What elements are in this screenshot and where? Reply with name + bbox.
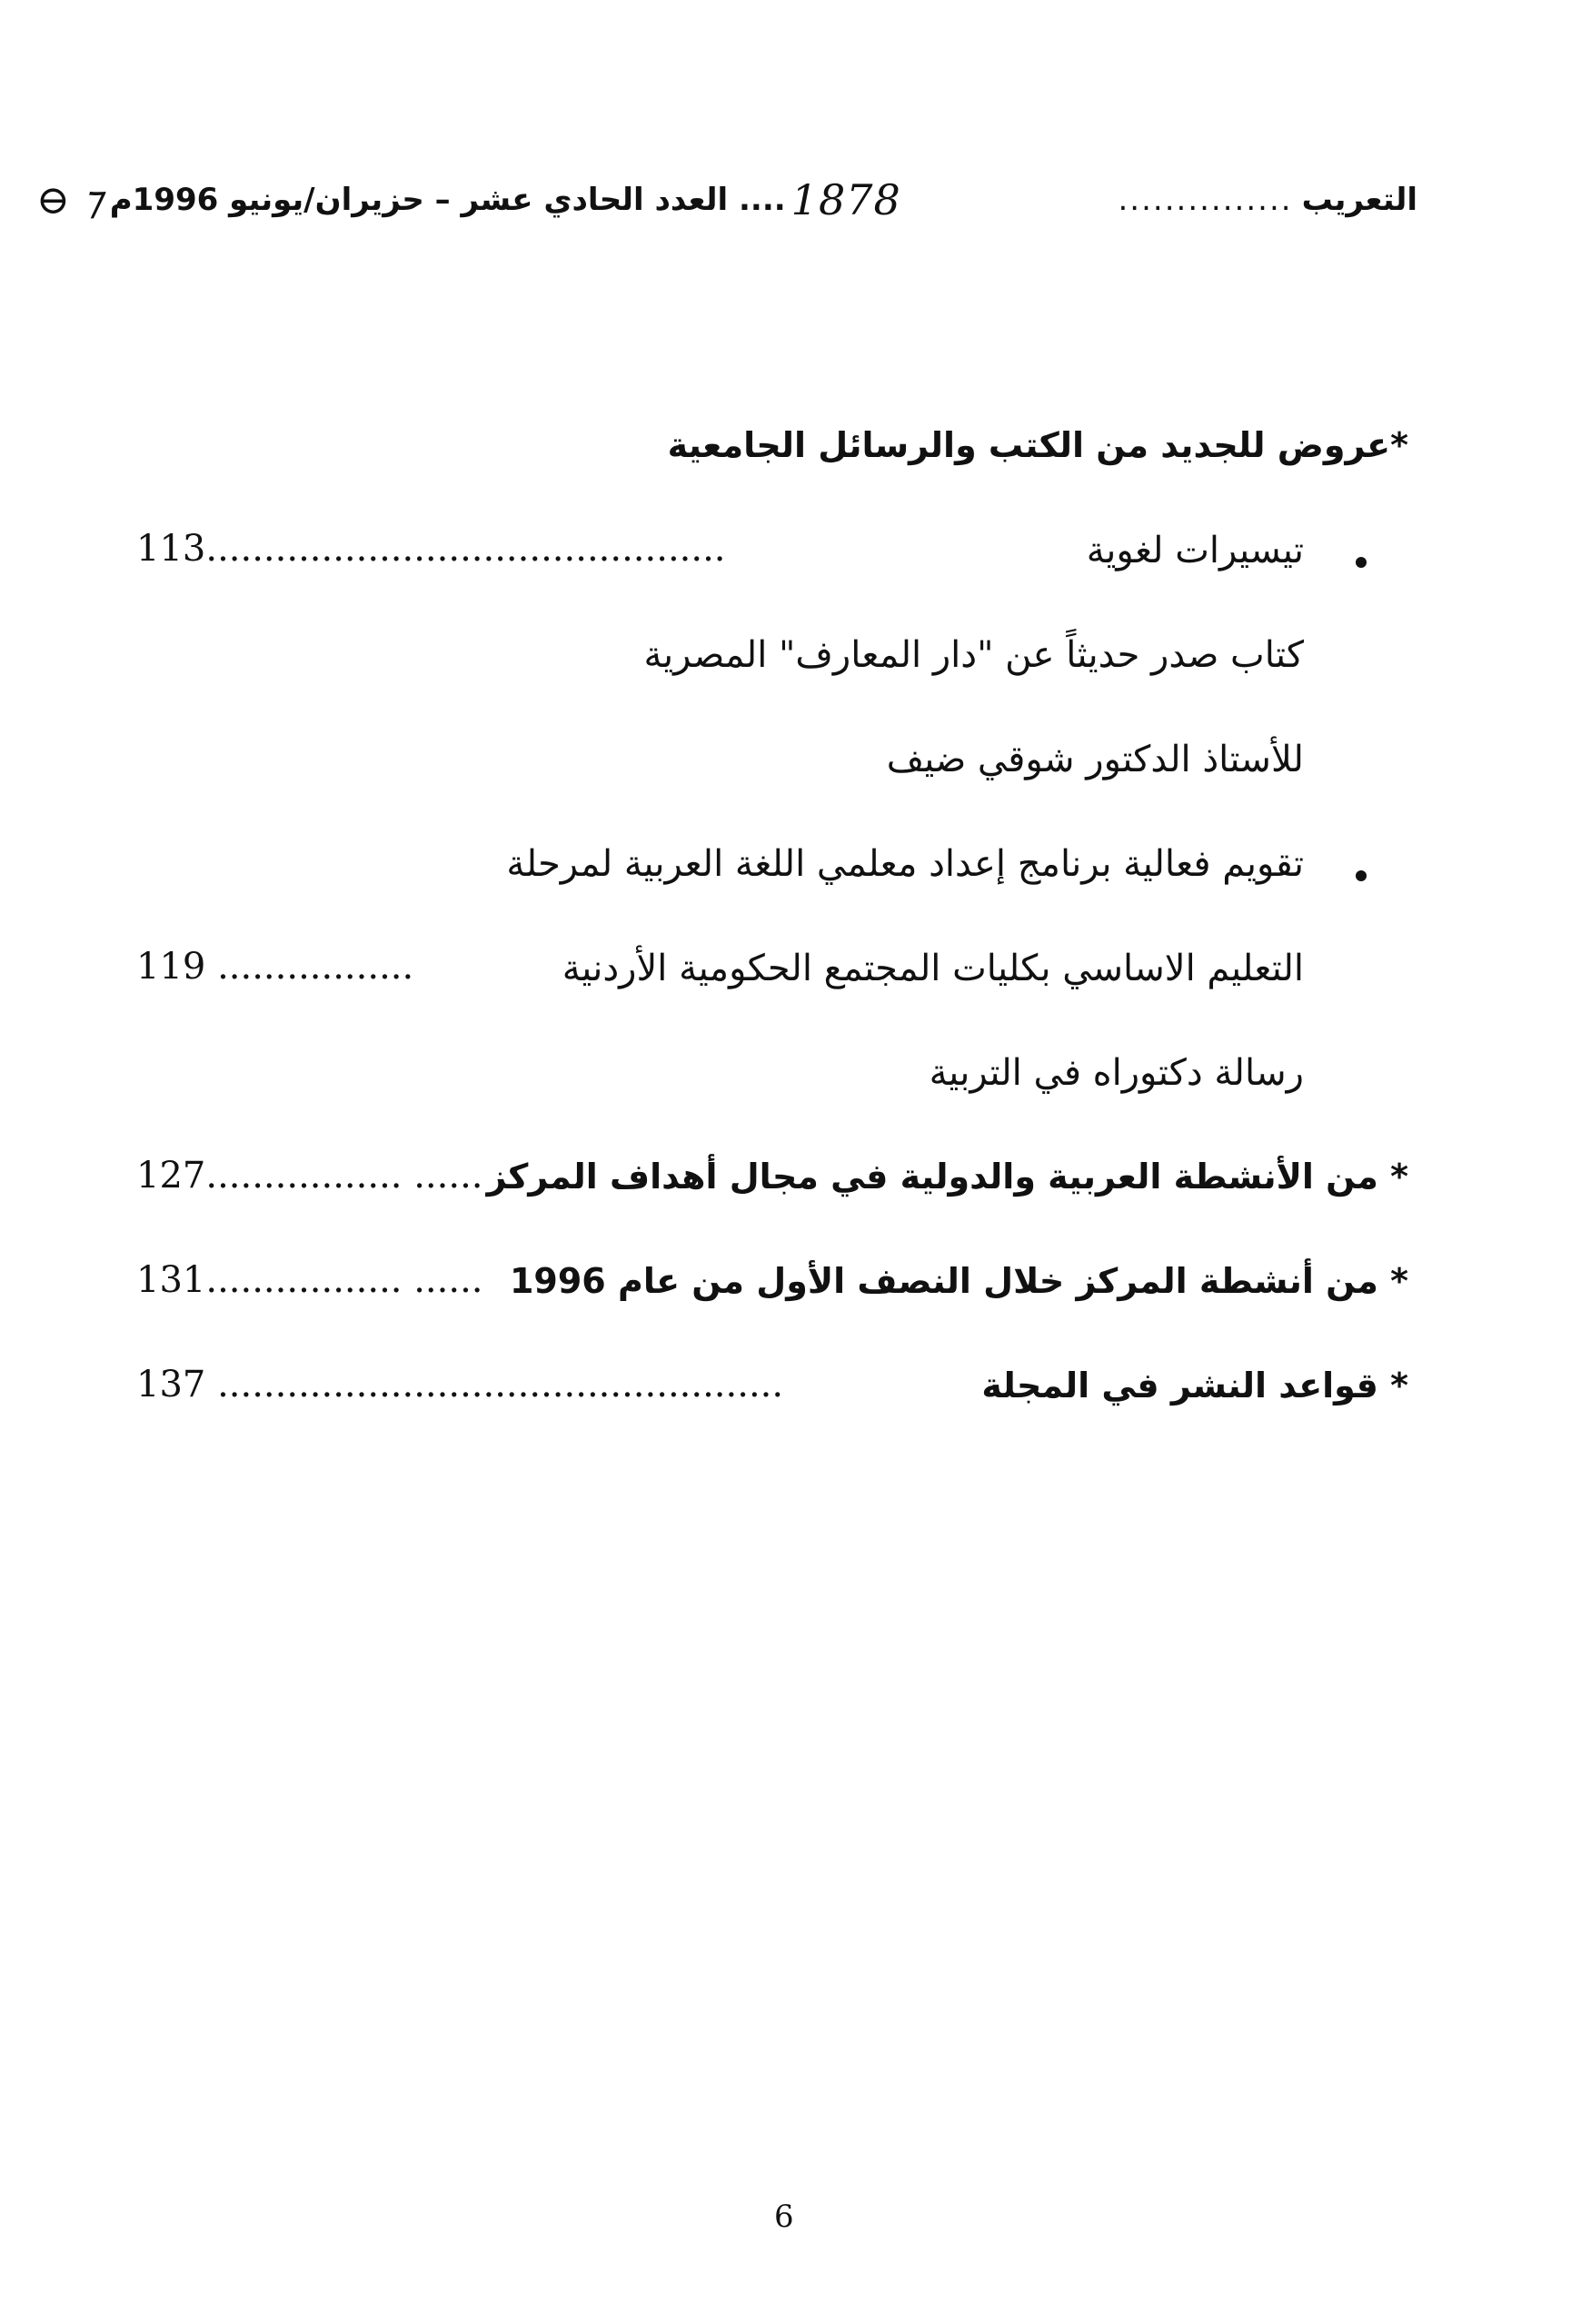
table-of-contents bbox=[136, 400, 1408, 1445]
toc-section-reviews bbox=[136, 400, 1408, 504]
page-leader: 119 ................. bbox=[136, 946, 414, 988]
bullet-icon bbox=[1356, 557, 1367, 568]
section-title: *عروض للجديد من الكتب والرسائل الجامعية bbox=[667, 425, 1408, 465]
toc-section-activities bbox=[136, 1131, 1408, 1236]
page-leader: 137 ................................................. bbox=[136, 1364, 784, 1405]
page-leader: 131................. ...... bbox=[136, 1259, 483, 1301]
issue-info: .... العدد الحادي عشر – حزيران/يونيو 1996م bbox=[109, 182, 786, 218]
item-title: تيسيرات لغوية bbox=[1086, 530, 1304, 571]
toc-section-center-activities bbox=[136, 1236, 1408, 1340]
toc-item-description bbox=[136, 609, 1408, 713]
toc-item-linguistic-facilitations bbox=[136, 504, 1408, 609]
section-title: * من أنشطة المركز خلال النصف الأول من عام 1996 bbox=[509, 1261, 1408, 1301]
item-description: رسالة دكتوراه في التربية bbox=[929, 1052, 1304, 1094]
toc-item-program-evaluation bbox=[136, 818, 1408, 922]
handwritten-signature: ⁊ ⊖ bbox=[36, 176, 103, 223]
handwritten-number: 1878 bbox=[790, 175, 901, 224]
header-left bbox=[36, 175, 907, 224]
item-title: تقويم فعالية برنامج إعداد معلمي اللغة العربية لمرحلة bbox=[506, 843, 1304, 885]
page-number: 6 bbox=[774, 2199, 794, 2235]
page-leader: 127................. ...... bbox=[136, 1155, 483, 1197]
toc-item-thesis-note bbox=[136, 1027, 1408, 1131]
bullet-icon bbox=[1356, 870, 1367, 881]
header-dots: ............... bbox=[1118, 182, 1293, 218]
item-author: للأستاذ الدكتور شوقي ضيف bbox=[886, 739, 1304, 780]
item-title-line2: التعليم الاساسي بكليات المجتمع الحكومية الأردنية bbox=[562, 948, 1304, 989]
running-header bbox=[36, 173, 1417, 227]
section-title: * قواعد النشر في المجلة bbox=[981, 1366, 1408, 1405]
section-title: * من الأنشطة العربية والدولية في مجال أهداف المركز bbox=[486, 1157, 1408, 1197]
toc-section-publishing-rules bbox=[136, 1340, 1408, 1445]
journal-name: التعريب bbox=[1301, 182, 1417, 218]
item-description: كتاب صدر حديثاً عن "دار المعارف" المصرية bbox=[643, 634, 1304, 676]
toc-item-author bbox=[136, 713, 1408, 818]
header-right bbox=[1109, 182, 1417, 218]
page-leader: 113............................................. bbox=[136, 528, 726, 570]
toc-item-title-continued bbox=[136, 922, 1408, 1027]
